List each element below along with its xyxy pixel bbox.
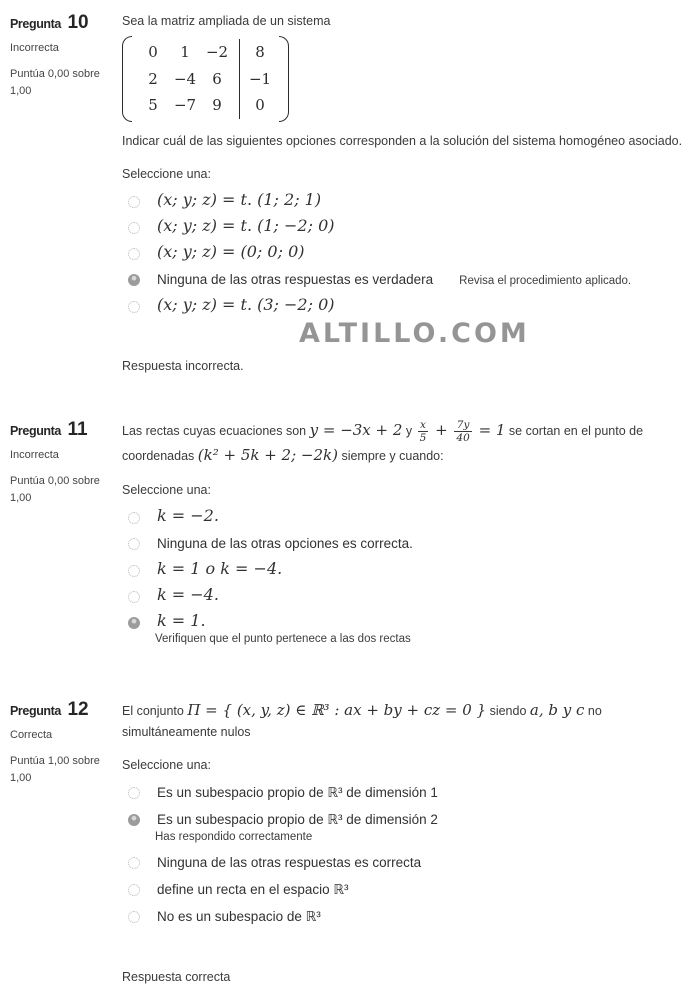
question-number-value: 11 [67, 418, 88, 440]
question-result-text: Respuesta correcta [122, 970, 231, 984]
matrix-coefficients [135, 36, 235, 122]
question-word-label: Pregunta [10, 423, 61, 438]
answer-option-label: k = 1 o k = −4. [157, 559, 283, 579]
select-one-label: Seleccione una: [122, 166, 211, 181]
radio-button[interactable] [128, 857, 140, 869]
radio-button[interactable] [128, 248, 140, 260]
answer-option [122, 216, 686, 236]
question-text-segment: El conjunto [122, 704, 188, 719]
question-grade-line1: Puntúa 1,00 sobre [10, 755, 100, 768]
question-status: Incorrecta [10, 42, 59, 54]
answer-option-label: Es un subespacio propio de ℝ³ de dimensión 2 [157, 812, 438, 828]
question-number-value: 12 [67, 699, 89, 721]
matrix-cell: −4 [173, 69, 197, 88]
fraction [418, 419, 429, 444]
question-text-segment: siempre y cuando: [337, 449, 444, 464]
matrix-augment-column [244, 36, 276, 122]
question-number [10, 12, 122, 34]
answer-option [122, 559, 686, 579]
question-grade-line2: 1,00 [10, 772, 32, 785]
radio-button[interactable] [128, 538, 140, 550]
matrix-cell: 1 [180, 43, 190, 62]
question-grade-line2: 1,00 [10, 491, 32, 504]
options-list [122, 190, 686, 315]
radio-button[interactable] [128, 301, 140, 313]
augmented-matrix [122, 36, 289, 122]
question-text-segment: se cortan en el punto de coordenadas [122, 423, 644, 464]
question-number [10, 419, 122, 441]
question-status: Incorrecta [10, 448, 59, 461]
math-expression: a, b y c [529, 701, 585, 720]
matrix-cell: 5 [148, 95, 158, 114]
answer-option-label: (x; y; z) = (0; 0; 0) [157, 241, 305, 261]
question-block [0, 699, 700, 984]
question-text [122, 699, 686, 742]
question-status: Correcta [10, 729, 53, 742]
matrix-cell: 8 [255, 43, 265, 62]
answer-option [122, 532, 686, 553]
answer-feedback-inline: Revisa el procedimiento aplicado. [459, 274, 632, 287]
answer-option [122, 851, 686, 872]
question-info-panel [0, 12, 122, 100]
answer-option-label: (x; y; z) = t. (1; −2; 0) [157, 215, 335, 235]
radio-button[interactable] [128, 196, 140, 208]
math-expression: y = −3x + 2 [309, 420, 403, 439]
question-block [0, 419, 700, 654]
question-body [122, 699, 700, 984]
question-body [122, 419, 700, 654]
answer-option [122, 878, 686, 899]
answer-option [122, 506, 686, 526]
question-word-label: Pregunta [10, 704, 61, 719]
math-expression: Π = { (x, y, z) ∈ ℝ³ : ax + by + cz = 0 } [187, 701, 487, 720]
question-grade [10, 66, 122, 100]
answer-option [122, 905, 686, 926]
matrix-cell: −1 [248, 69, 272, 88]
question-word-label: Pregunta [10, 17, 61, 31]
answer-option [122, 808, 686, 845]
question-text-segment: siendo [486, 704, 530, 719]
question-text-segment: y [402, 423, 416, 438]
matrix-left-paren [122, 36, 132, 122]
options-list [122, 506, 686, 647]
answer-option-label: k = 1. [157, 611, 206, 631]
answer-option [122, 268, 686, 289]
radio-button-selected[interactable] [128, 274, 140, 286]
altillo-watermark: ALTILLO.COM [299, 318, 530, 349]
matrix-cell: 6 [212, 69, 222, 88]
radio-button[interactable] [128, 565, 140, 577]
matrix-cell: 0 [255, 95, 265, 114]
question-number [10, 699, 122, 721]
radio-button[interactable] [128, 884, 140, 896]
answer-option-label: Es un subespacio propio de ℝ³ de dimensión 1 [157, 785, 438, 801]
fraction-denominator: 40 [456, 432, 470, 445]
question-grade [10, 473, 122, 507]
augmented-matrix-line [122, 36, 686, 128]
matrix-cell: −2 [205, 43, 229, 62]
question-number-value: 10 [67, 12, 89, 33]
radio-button[interactable] [128, 591, 140, 603]
answer-option-label: Ninguna de las otras respuestas es correcta [157, 855, 422, 871]
question-text-segment: Sea la matriz ampliada de un sistema [122, 14, 331, 28]
matrix-cell: 2 [148, 69, 158, 88]
answer-feedback-below: Verifiquen que el punto pertenece a las dos rectas [155, 633, 411, 646]
radio-button[interactable] [128, 222, 140, 234]
answer-option [122, 611, 686, 647]
matrix-augment-bar [239, 39, 240, 119]
matrix-cell: 9 [212, 95, 222, 114]
question-grade-line1: Puntúa 0,00 sobre [10, 68, 100, 80]
fraction-numerator: x [420, 419, 426, 432]
answer-option [122, 242, 686, 262]
answer-option [122, 190, 686, 210]
answer-option [122, 295, 686, 315]
question-grade-line1: Puntúa 0,00 sobre [10, 474, 100, 487]
answer-option-label: Ninguna de las otras respuestas es verdadera [157, 271, 434, 287]
question-info-panel [0, 419, 122, 507]
question-grade [10, 753, 122, 787]
radio-button-selected[interactable] [128, 814, 140, 826]
matrix-right-paren [279, 36, 289, 122]
answer-option-label: No es un subespacio de ℝ³ [157, 909, 321, 925]
answer-option [122, 585, 686, 605]
question-grade-line2: 1,00 [10, 85, 32, 98]
radio-button[interactable] [128, 512, 140, 524]
fraction-denominator: 5 [419, 432, 427, 445]
question-info-panel [0, 699, 122, 787]
answer-option-label: k = −2. [157, 506, 219, 526]
answer-option-label: k = −4. [157, 585, 219, 605]
question-text [122, 12, 686, 151]
radio-button[interactable] [128, 911, 140, 923]
select-one-label: Seleccione una: [122, 758, 211, 773]
radio-button[interactable] [128, 787, 140, 799]
math-expression: = 1 [473, 420, 506, 439]
answer-feedback-below: Has respondido correctamente [155, 831, 313, 844]
select-one-label: Seleccione una: [122, 483, 211, 498]
answer-option [122, 781, 686, 802]
answer-option-label: define un recta en el espacio ℝ³ [157, 882, 349, 898]
question-text-segment: no simultáneamente nulos [122, 704, 602, 739]
fraction-numerator: 7y [456, 419, 470, 432]
question-text-segment: Indicar cuál de las siguientes opciones corresponden a la solución del sistema homogéneo asociado. [122, 133, 683, 148]
question-text [122, 419, 686, 468]
matrix-cell: −7 [173, 95, 197, 114]
answer-option-label: Ninguna de las otras opciones es correcta. [157, 536, 413, 552]
fraction [454, 419, 471, 444]
math-expression: + [430, 420, 453, 439]
question-result-text: Respuesta incorrecta. [122, 358, 244, 373]
radio-button-selected[interactable] [128, 617, 140, 629]
question-text-segment: Las rectas cuyas ecuaciones son [122, 423, 310, 438]
answer-option-label: (x; y; z) = t. (1; 2; 1) [157, 189, 322, 209]
options-list [122, 781, 686, 926]
answer-option-label: (x; y; z) = t. (3; −2; 0) [157, 294, 335, 314]
matrix-cell: 0 [148, 43, 158, 62]
math-expression: (k² + 5k + 2; −2k) [197, 446, 338, 465]
